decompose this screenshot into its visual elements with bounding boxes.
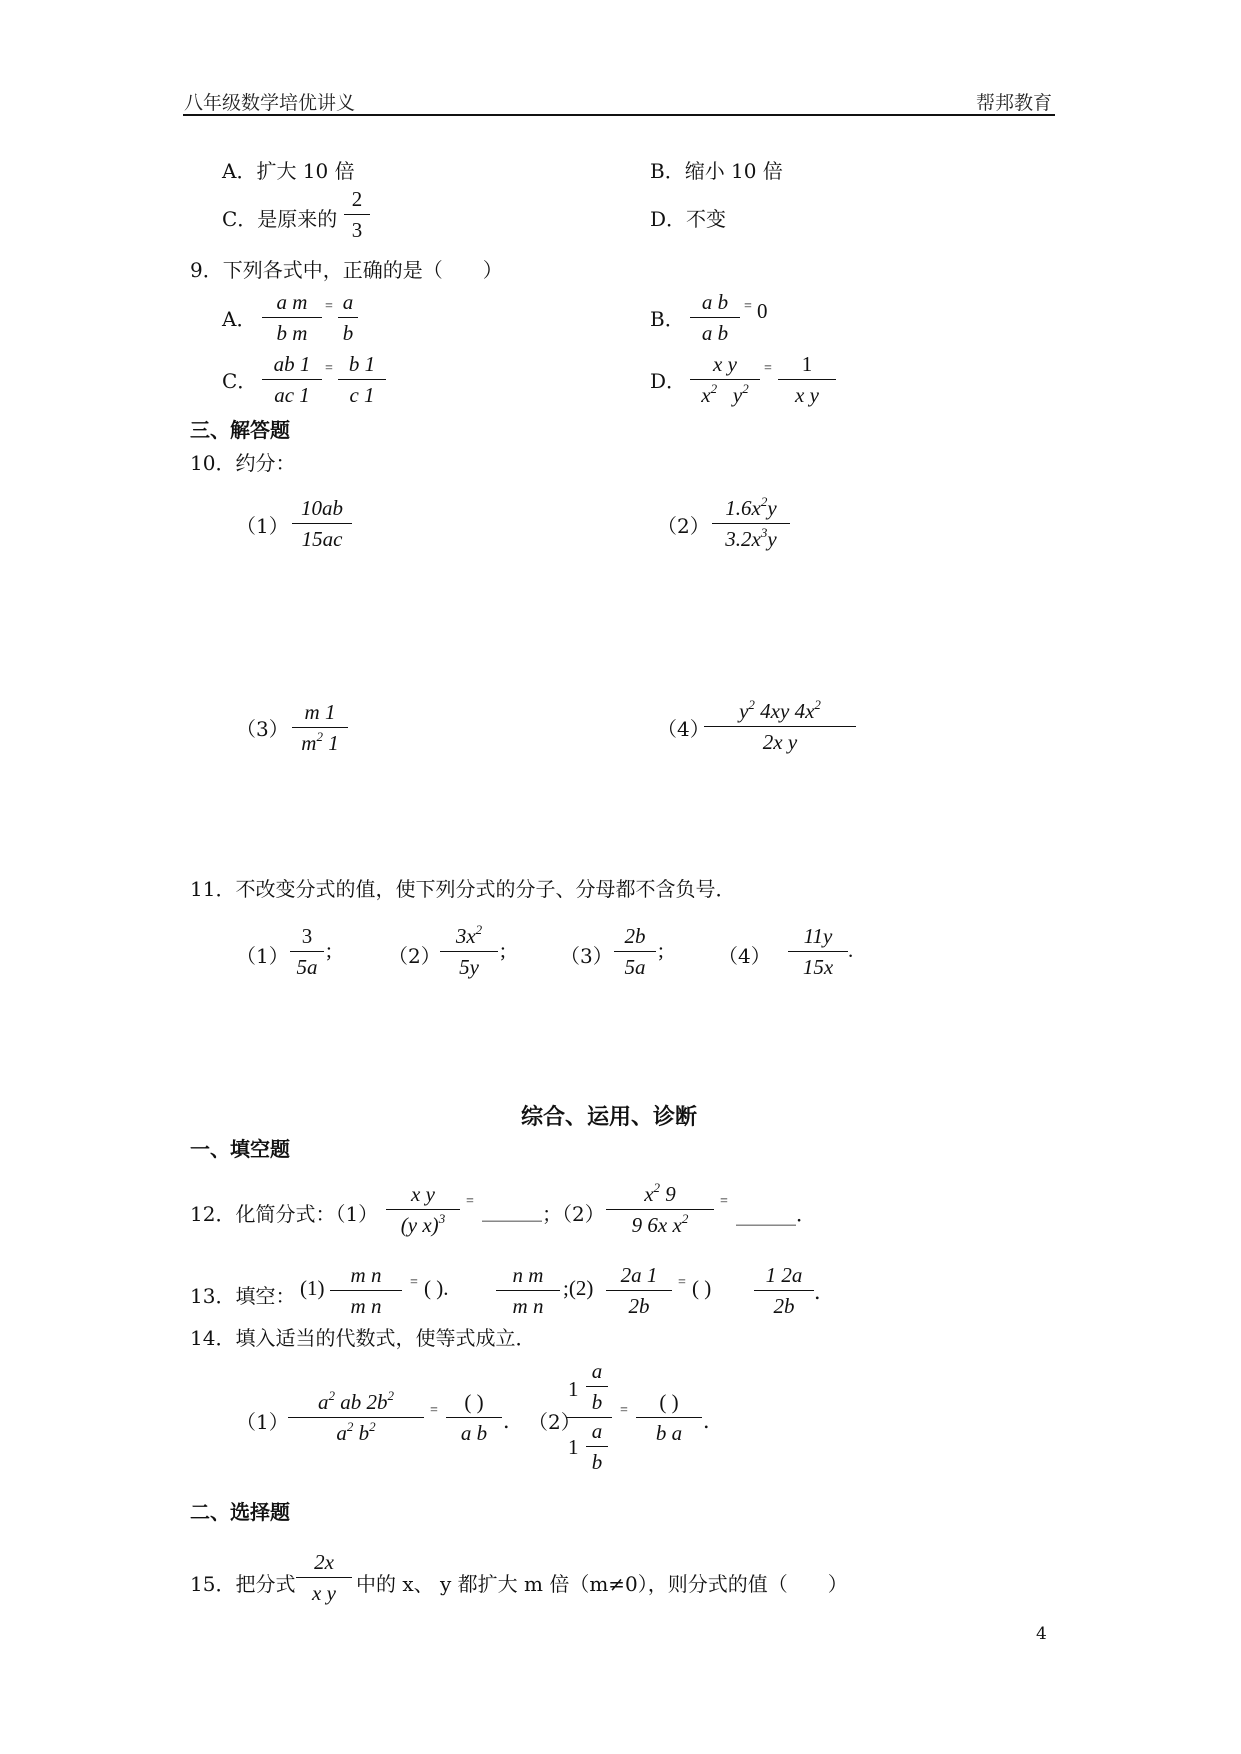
period: . xyxy=(848,938,854,962)
q12-blank-2[interactable]: ______． xyxy=(736,1202,816,1226)
section-1-title: 一、填空题 xyxy=(190,1137,290,1161)
header-left-title: 八年级数学培优讲义 xyxy=(184,92,356,114)
equals-sign: = xyxy=(678,1275,686,1290)
section-2-title: 二、选择题 xyxy=(190,1500,290,1524)
fraction-bar xyxy=(292,727,348,728)
num-term: 9 xyxy=(660,1182,676,1206)
fraction-numerator: m 1 xyxy=(304,700,336,724)
q12-blank-1[interactable]: ______ xyxy=(482,1198,542,1222)
den-term: (y x) xyxy=(400,1213,439,1237)
q9-option-c-rhs xyxy=(338,350,386,409)
fraction-numerator: 1 2a xyxy=(765,1263,803,1287)
q11-part2-fraction xyxy=(440,922,498,981)
q11-part1-label: （1） xyxy=(236,944,289,968)
num-term: y xyxy=(767,496,777,520)
fraction-numerator: 2x xyxy=(314,1550,334,1574)
fraction-numerator: $1.6x^2y$ xyxy=(725,493,777,520)
den-term: 3.2x xyxy=(725,527,761,551)
equals-sign: = xyxy=(325,299,333,314)
q13-part1-blank[interactable]: ( ). xyxy=(424,1276,449,1300)
q12-part2-fraction xyxy=(606,1180,714,1239)
fraction-bar xyxy=(614,951,656,952)
fraction-denominator: $a^2$ $b^2$ xyxy=(336,1418,376,1445)
equals-sign: = xyxy=(764,361,772,376)
q13-part2-lhs xyxy=(606,1261,672,1320)
fraction-numerator: a m xyxy=(276,290,308,314)
num-term: 4xy 4x xyxy=(754,699,815,723)
equals-sign: = xyxy=(620,1403,628,1418)
fraction-numerator: 11y xyxy=(803,924,833,948)
fraction-numerator[interactable]: ( ) xyxy=(464,1390,484,1414)
num-term: ab 2b xyxy=(335,1390,388,1414)
fraction-denominator: m n xyxy=(350,1294,382,1318)
num-term: a xyxy=(317,1390,329,1414)
fraction-denominator: a b xyxy=(701,321,729,345)
num-term: y xyxy=(739,699,749,723)
semicolon: ; xyxy=(500,938,506,962)
q9-option-b-label: B． xyxy=(650,307,685,331)
fraction-numerator: a xyxy=(591,1359,603,1383)
q11-part3-label: （3） xyxy=(560,944,613,968)
page-number: 4 xyxy=(1036,1624,1047,1644)
q8-option-b: B．缩小 10 倍 xyxy=(650,159,783,183)
den-term: b xyxy=(353,1421,370,1445)
q15-fraction xyxy=(296,1548,352,1607)
period: ． xyxy=(503,1409,524,1433)
fraction-numerator: 10ab xyxy=(301,496,343,520)
num-term: 3x xyxy=(455,924,476,948)
q13-stem: 13．填空： xyxy=(190,1284,296,1308)
fraction-denominator: x y xyxy=(312,1581,336,1605)
fraction-numerator: m n xyxy=(350,1263,382,1287)
fraction-denominator: m n xyxy=(512,1294,544,1318)
fraction-denominator: b xyxy=(591,1390,603,1414)
fraction-denominator: 3 xyxy=(351,218,363,242)
fraction-bar xyxy=(386,1209,460,1210)
semicolon: ; xyxy=(658,938,664,962)
fraction-numerator: $x^2$ 9 xyxy=(644,1179,676,1206)
fraction-numerator: x y xyxy=(411,1182,435,1206)
num-term: 1.6x xyxy=(725,496,761,520)
fraction-numerator: 2b xyxy=(624,924,646,948)
semicolon: ; xyxy=(326,938,332,962)
fraction-bar xyxy=(288,1417,424,1418)
fraction-denominator: a b xyxy=(460,1421,488,1445)
fraction-numerator: $a^2$ ab $2b^2$ xyxy=(317,1387,395,1414)
fraction-numerator: 2 xyxy=(351,187,363,211)
fraction-bar xyxy=(262,379,322,380)
complex-num-subfraction xyxy=(586,1357,608,1416)
q9-option-b-lhs xyxy=(690,288,740,347)
q10-part3-fraction xyxy=(292,698,348,757)
complex-den-one: 1 xyxy=(568,1435,579,1459)
complex-den-subfraction xyxy=(586,1417,608,1476)
q14-stem: 14．填入适当的代数式，使等式成立． xyxy=(190,1326,536,1350)
den-term: y xyxy=(767,527,777,551)
q10-part1-label: （1） xyxy=(236,514,289,538)
q10-part4-fraction xyxy=(704,697,856,756)
q8-option-c-fraction xyxy=(344,185,370,244)
q10-part1-fraction xyxy=(292,494,352,553)
den-term-y: y xyxy=(732,383,743,407)
equals-sign: = xyxy=(720,1194,728,1209)
fraction-denominator: 2x y xyxy=(762,730,798,754)
fraction-bar xyxy=(586,1386,608,1387)
q13-part2-blank[interactable]: ( ) xyxy=(692,1276,712,1300)
fraction-numerator: 3 xyxy=(301,924,313,948)
q8-option-d: D．不变 xyxy=(650,207,727,231)
fraction-bar xyxy=(338,317,358,318)
q10-part2-fraction xyxy=(712,494,790,553)
fraction-bar xyxy=(712,523,790,524)
den-term: m xyxy=(301,731,317,755)
q9-option-a-lhs xyxy=(262,288,322,347)
fraction-denominator: $m^2$ 1 xyxy=(301,728,339,755)
fraction-bar xyxy=(704,726,856,727)
header-right-title: 帮邦教育 xyxy=(976,92,1053,114)
section-main-title: 综合、运用、诊断 xyxy=(521,1105,698,1130)
fraction-numerator: $y^2$ 4xy $4x^2$ xyxy=(739,696,821,723)
q9-option-a-label: A． xyxy=(222,307,257,331)
q13-part1-rhs xyxy=(496,1261,560,1320)
q9-option-c-lhs xyxy=(262,350,322,409)
q12-part1-fraction xyxy=(386,1180,460,1239)
q12-mid-text: ；（2） xyxy=(542,1202,605,1226)
fraction-bar xyxy=(606,1290,672,1291)
q9-option-d-rhs xyxy=(778,350,836,409)
num-term: x xyxy=(644,1182,654,1206)
fraction-numerator: 2a 1 xyxy=(620,1263,658,1287)
den-term: a xyxy=(336,1421,347,1445)
fraction-denominator: x y xyxy=(795,383,819,407)
fraction-bar xyxy=(754,1290,814,1291)
fraction-numerator: x y xyxy=(713,352,737,376)
q13-part1-lhs xyxy=(330,1261,402,1320)
q14-part1-label: （1） xyxy=(236,1410,289,1434)
equals-sign: = xyxy=(325,361,333,376)
fraction-denominator: $3.2x^3y$ xyxy=(725,524,777,551)
q11-stem: 11．不改变分式的值，使下列分式的分子、分母都不含负号． xyxy=(190,877,736,901)
fraction-denominator: ac 1 xyxy=(274,383,310,407)
q8-option-a: A．扩大 10 倍 xyxy=(222,159,355,183)
fraction-denominator: (y x)$^3$ xyxy=(400,1210,446,1237)
fraction-bar xyxy=(778,379,836,380)
q13-part2-prefix: ;(2) xyxy=(563,1276,594,1300)
q10-stem: 10．约分： xyxy=(190,451,296,475)
fraction-denominator: b a xyxy=(655,1421,683,1445)
q10-part4-label: （4） xyxy=(657,717,710,741)
q9-option-b-rhs: 0 xyxy=(757,299,768,323)
period: ． xyxy=(814,1280,835,1304)
fraction-bar xyxy=(440,951,498,952)
fraction-denominator: b m xyxy=(276,321,308,345)
q9-option-a-rhs xyxy=(338,288,358,347)
q14-part2-label: （2） xyxy=(528,1410,581,1434)
fraction-denominator: b xyxy=(591,1450,603,1474)
fraction-bar xyxy=(636,1417,702,1418)
fraction-denominator: 5a xyxy=(624,955,646,979)
q9-option-c-label: C． xyxy=(222,369,258,393)
equals-sign: = xyxy=(466,1194,474,1209)
q11-part2-label: （2） xyxy=(388,944,441,968)
fraction-numerator: a xyxy=(342,290,354,314)
q14-part2-rhs xyxy=(636,1388,702,1447)
fraction-denominator: $x^2$ $y^2$ xyxy=(701,380,749,407)
fraction-numerator[interactable]: ( ) xyxy=(659,1390,679,1414)
fraction-denominator: 9 6x $x^2$ xyxy=(631,1210,689,1237)
equals-sign: = xyxy=(744,299,752,314)
fraction-denominator: c 1 xyxy=(349,383,375,407)
q10-part2-label: （2） xyxy=(657,514,710,538)
q11-part4-fraction xyxy=(788,922,848,981)
fraction-bar xyxy=(606,1209,714,1210)
fraction-bar xyxy=(788,951,848,952)
fraction-numerator: ab 1 xyxy=(273,352,311,376)
fraction-bar xyxy=(292,523,352,524)
fraction-bar xyxy=(344,214,370,215)
fraction-numerator: a b xyxy=(701,290,729,314)
fraction-bar xyxy=(330,1290,402,1291)
q9-stem: 9．下列各式中，正确的是（ ） xyxy=(190,258,503,282)
fraction-denominator: 2b xyxy=(773,1294,795,1318)
fraction-bar xyxy=(690,317,740,318)
fraction-numerator: 1 xyxy=(801,352,813,376)
q9-option-d-label: D． xyxy=(650,369,687,393)
fraction-numerator: a xyxy=(591,1419,603,1443)
den-term: 1 xyxy=(322,731,339,755)
fraction-denominator: 5y xyxy=(459,955,479,979)
q14-part1-rhs xyxy=(446,1388,502,1447)
q14-part1-lhs xyxy=(288,1388,424,1447)
header-rule xyxy=(183,114,1055,116)
equals-sign: = xyxy=(430,1403,438,1418)
fraction-bar xyxy=(586,1446,608,1447)
fraction-numerator: $3x^2$ xyxy=(455,921,483,948)
fraction-bar xyxy=(496,1290,560,1291)
fraction-bar xyxy=(262,317,322,318)
fraction-denominator: b xyxy=(342,321,354,345)
q10-part3-label: （3） xyxy=(236,717,289,741)
fraction-bar xyxy=(690,379,760,380)
section-3-title: 三、解答题 xyxy=(190,418,290,442)
fraction-denominator: 2b xyxy=(628,1294,650,1318)
fraction-bar xyxy=(296,1577,352,1578)
fraction-bar xyxy=(446,1417,502,1418)
q11-part4-label: （4） xyxy=(718,944,771,968)
complex-num-one: 1 xyxy=(568,1377,579,1401)
q11-part3-fraction xyxy=(614,922,656,981)
q9-option-d-lhs xyxy=(690,350,760,409)
den-term-x: x xyxy=(701,383,711,407)
period: ． xyxy=(703,1409,724,1433)
q14-part2-complex-fraction xyxy=(566,1357,614,1477)
q13-part1-prefix: (1) xyxy=(300,1276,325,1300)
den-term: 9 6x x xyxy=(631,1213,682,1237)
fraction-bar xyxy=(338,379,386,380)
fraction-denominator: 5a xyxy=(296,955,318,979)
q15-stem-suffix: 中的 x、 y 都扩大 m 倍（m≠0），则分式的值（ ） xyxy=(356,1572,848,1596)
q8-option-c: C．是原来的 xyxy=(222,207,338,231)
fraction-denominator: 15ac xyxy=(301,527,343,551)
q15-stem-prefix: 15．把分式 xyxy=(190,1572,296,1596)
q13-part2-rhs xyxy=(754,1261,814,1320)
fraction-numerator: n m xyxy=(512,1263,544,1287)
fraction-denominator: 15x xyxy=(802,955,834,979)
fraction-bar xyxy=(290,951,324,952)
q12-stem: 12．化简分式：（1） xyxy=(190,1202,379,1226)
equals-sign: = xyxy=(410,1275,418,1290)
fraction-numerator: b 1 xyxy=(348,352,376,376)
q11-part1-fraction xyxy=(290,922,324,981)
